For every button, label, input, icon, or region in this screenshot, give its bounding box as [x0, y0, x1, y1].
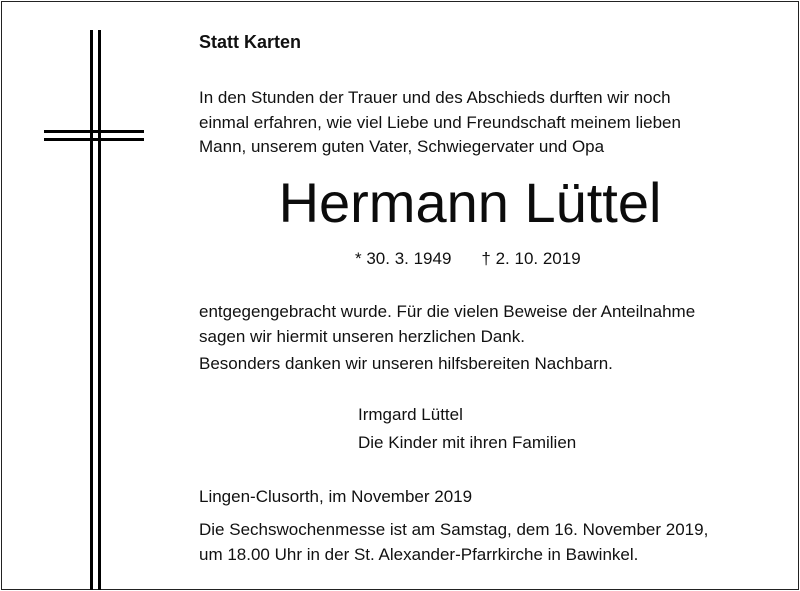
- signatory: Irmgard Lüttel: [358, 405, 463, 424]
- thanks-paragraph: [199, 300, 695, 349]
- thanks-line: entgegengebracht wurde. Für die vielen Beweise der Anteilnahme: [199, 302, 696, 321]
- signatory: Die Kinder mit ihren Familien: [358, 433, 577, 452]
- intro-line: einmal erfahren, wie viel Liebe und Freundschaft meinem lieben: [199, 112, 681, 132]
- birth-date: * 30. 3. 1949: [355, 249, 452, 268]
- place-and-date: Lingen-Clusorth, im November 2019: [199, 487, 473, 506]
- cross-icon: [44, 30, 144, 590]
- mass-info: [199, 518, 708, 567]
- intro-paragraph: [199, 86, 681, 160]
- death-date: † 2. 10. 2019: [481, 249, 581, 268]
- life-dates: [355, 249, 581, 269]
- mass-line: um 18.00 Uhr in der St. Alexander-Pfarrkirche in Bawinkel.: [199, 544, 639, 564]
- intro-line: Mann, unserem guten Vater, Schwiegervater und Opa: [199, 137, 605, 156]
- deceased-name: Hermann Lüttel: [278, 171, 662, 234]
- neighbors-thanks: Besonders danken wir unseren hilfsbereiten Nachbarn.: [199, 354, 613, 373]
- intro-line: In den Stunden der Trauer und des Abschieds durften wir noch: [199, 88, 671, 107]
- signatories: [358, 401, 576, 457]
- thanks-line: sagen wir hiermit unseren herzlichen Dank.: [199, 326, 525, 346]
- notice-heading: Statt Karten: [199, 32, 302, 52]
- mass-line: Die Sechswochenmesse ist am Samstag, dem 16. November 2019,: [199, 520, 709, 539]
